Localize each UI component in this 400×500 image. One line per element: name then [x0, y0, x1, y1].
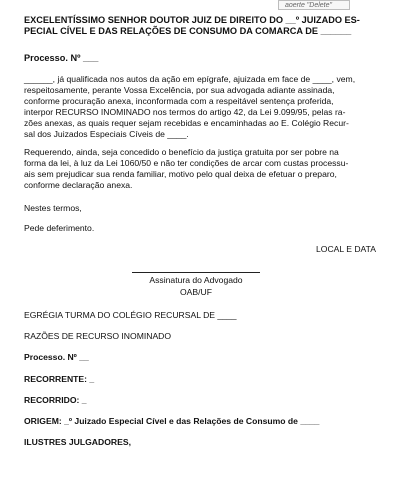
recorrido: RECORRIDO: _: [24, 395, 87, 405]
para2-line: Requerendo, ainda, seja concedido o benefício da justiça gratuita por ser pobre na: [24, 147, 339, 157]
top-toolbar-strip: [0, 0, 400, 12]
signature-line: [132, 272, 260, 273]
processo-number-2: Processo. Nº __: [24, 352, 89, 362]
pede-deferimento: Pede deferimento.: [24, 223, 95, 233]
paragraph-interposicao: [24, 74, 376, 140]
para2-line: conforme declaração anexa.: [24, 180, 133, 190]
heading-line-2: PECIAL CÍVEL E DAS RELAÇÕES DE CONSUMO DA COMARCA DE ______: [24, 26, 352, 36]
para1-line: interpor RECURSO INOMINADO nos termos do artigo 42, da Lei 9.099/95, pelas ra-: [24, 107, 346, 117]
local-e-data: LOCAL E DATA: [315, 244, 376, 254]
origem: ORIGEM: _º Juizado Especial Cível e das Relações de Consumo de ____: [24, 416, 320, 426]
para2-line: forma da lei, à luz da Lei 1060/50 e não ter condições de arcar com custas processu-: [24, 158, 349, 168]
paragraph-justica-gratuita: [24, 147, 376, 191]
para1-line: zões anexas, as quais requer sejam recebidas e encaminhadas ao E. Colégio Recur-: [24, 118, 349, 128]
para2-line: ais sem prejudicar sua renda familiar, motivo pelo qual deixa de efetuar o preparo,: [24, 169, 337, 179]
para1-line: respeitosamente, perante Vossa Excelência, por sua advogada adiante assinada,: [24, 85, 335, 95]
nestes-termos: Nestes termos,: [24, 203, 82, 213]
document-heading: [24, 15, 376, 37]
delete-tooltip: aoerte "Delete": [278, 0, 350, 10]
recorrente: RECORRENTE: _: [24, 374, 95, 384]
egregia-turma: EGRÉGIA TURMA DO COLÉGIO RECURSAL DE ____: [24, 310, 237, 320]
para1-line: conforme procuração anexa, inconformada com a respeitável sentença proferida,: [24, 96, 334, 106]
heading-line-1: EXCELENTÍSSIMO SENHOR DOUTOR JUIZ DE DIREITO DO __º JUIZADO ES-: [24, 15, 360, 25]
ilustres-julgadores: ILUSTRES JULGADORES,: [24, 437, 131, 447]
para1-line: ______, já qualificada nos autos da ação em epígrafe, ajuizada em face de ____, vem,: [24, 74, 356, 84]
processo-number-1: Processo. Nº ___: [24, 53, 99, 63]
oab-uf: OAB/UF: [180, 287, 212, 297]
assinatura-advogado: Assinatura do Advogado: [149, 275, 243, 285]
para1-line: sal dos Juizados Especiais Cíveis de ____.: [24, 129, 189, 139]
razoes-recurso: RAZÕES DE RECURSO INOMINADO: [24, 331, 172, 341]
